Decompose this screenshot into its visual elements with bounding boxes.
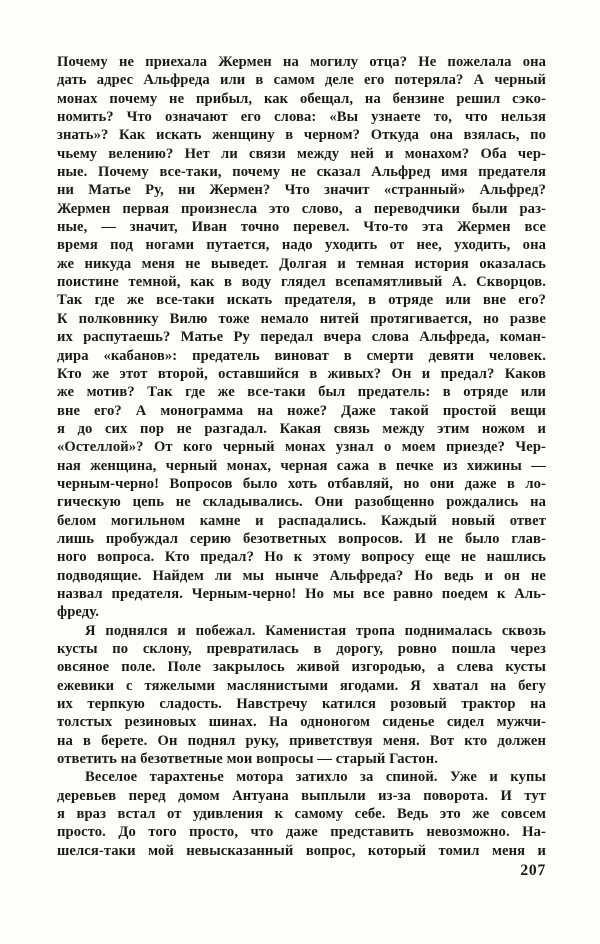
text-line: номить? Что означают его слова: «Вы узнаете то, что нельзя <box>57 109 546 126</box>
text-line: Кто же этот второй, оставшийся в живых? Он и предал? Каков <box>57 365 546 382</box>
text-line: поистине темной, как в воду глядел всепамятливый А. Скворцов. <box>57 274 546 291</box>
text-line: черным-черно! Вопросов было хоть отбавляй, но они даже в ло- <box>57 475 546 492</box>
page-number: 207 <box>520 862 546 879</box>
text-line: же мотив? Так где же все-таки был предатель: в отряде или <box>57 384 546 401</box>
text-line: толстых резиновых шинах. На одноногом сиденье сидел мужчи- <box>57 714 546 731</box>
text-line: Почему не приехала Жермен на могилу отца? Не пожелала она <box>57 54 546 70</box>
text-line: фреду. <box>57 604 99 621</box>
text-line: чьему велению? Нет ли связи между ней и монахом? Оба чер- <box>57 145 546 162</box>
text-line: шелся-таки мой невысказанный вопрос, который томил меня и <box>57 842 546 859</box>
text-line: их распутаешь? Матье Ру передал вчера слова Альфреда, коман- <box>57 329 546 346</box>
text-line: ные, — значит, Иван точно перевел. Что-то эта Жермен все <box>57 219 546 236</box>
text-line: их терпкую сладость. Навстречу катился розовый трактор на <box>57 696 546 713</box>
text-line: знать»? Как искать женщину в черном? Откуда она взялась, по <box>57 127 546 144</box>
text-line: назвал предателя. Черным-черно! Но мы все равно поедем к Аль- <box>57 585 546 602</box>
text-line: я до сих пор не разгадал. Какая связь между этим ножом и <box>57 420 546 437</box>
text-line: «Остеллой»? От кого черный монах узнал о моем приезде? Чер- <box>57 439 546 456</box>
text-line: деревьев перед домом Антуана выплыли из-за поворота. И тут <box>57 787 546 804</box>
text-line: ные. Почему все-таки, почему не сказал Альфред имя предателя <box>57 164 546 181</box>
text-line: лишь пробуждал серию безответных вопросов. И не было глав- <box>57 530 546 547</box>
text-line: гическую цепь не складывались. Они разобщенно рождались на <box>57 494 546 511</box>
text-line: ежевики с тяжелыми маслянистыми ягодами. Я хватал на бегу <box>57 677 546 694</box>
text-line: дира «кабанов»: предатель виноват в смерти девяти человек. <box>57 347 546 364</box>
text-line: подводящие. Найдем ли мы нынче Альфреда? Но ведь и он не <box>57 567 546 584</box>
text-line: дать адрес Альфреда или в самом деле его потеряла? А черный <box>57 72 546 89</box>
text-line: же никуда меня не выведет. Долгая и темная история оказалась <box>57 255 546 272</box>
text-line: Так где же все-таки искать предателя, в отряде или вне его? <box>57 292 546 309</box>
text-line: К полковнику Вилю тоже немало нитей протягивается, но разве <box>57 310 546 327</box>
text-line: время под ногами путается, надо уходить от нее, уходить, она <box>57 237 546 254</box>
page-text <box>57 53 546 860</box>
text-line: ответить на безответные мои вопросы — старый Гастон. <box>57 751 438 768</box>
text-line: Жермен первая произнесла это слово, а переводчики были раз- <box>57 200 546 217</box>
text-line: просто. До того просто, что даже представить невозможно. На- <box>57 824 546 841</box>
text-line: ного вопроса. Кто предал? Но к этому вопросу еще не нашлись <box>57 549 546 566</box>
text-line: овсяное поле. Поле закрылось живой изгородью, а слева кусты <box>57 659 546 676</box>
text-line: ни Матье Ру, ни Жермен? Что значит «странный» Альфред? <box>57 182 546 199</box>
text-line: на в берете. Он поднял руку, приветствуя меня. Вот кто должен <box>57 732 546 749</box>
text-line: Я поднялся и побежал. Каменистая тропа поднималась сквозь <box>85 622 546 639</box>
text-line: Веселое тарахтенье мотора затихло за спиной. Уже и купы <box>85 769 546 786</box>
text-line: кусты по склону, превратилась в дорогу, ровно пошла через <box>57 641 546 657</box>
text-line: белом могильном камне и распадались. Каждый новый ответ <box>57 512 546 529</box>
text-line: монах почему не прибыл, как обещал, на бензине решил сэко- <box>57 90 546 107</box>
text-line: ная женщина, черный монах, черная сажа в печке из хижины — <box>57 457 546 474</box>
text-line: я враз встал от удивления к самому себе. Ведь это же совсем <box>57 806 546 823</box>
text-line: вне его? А монограмма на ноже? Даже такой простой вещи <box>57 402 546 419</box>
